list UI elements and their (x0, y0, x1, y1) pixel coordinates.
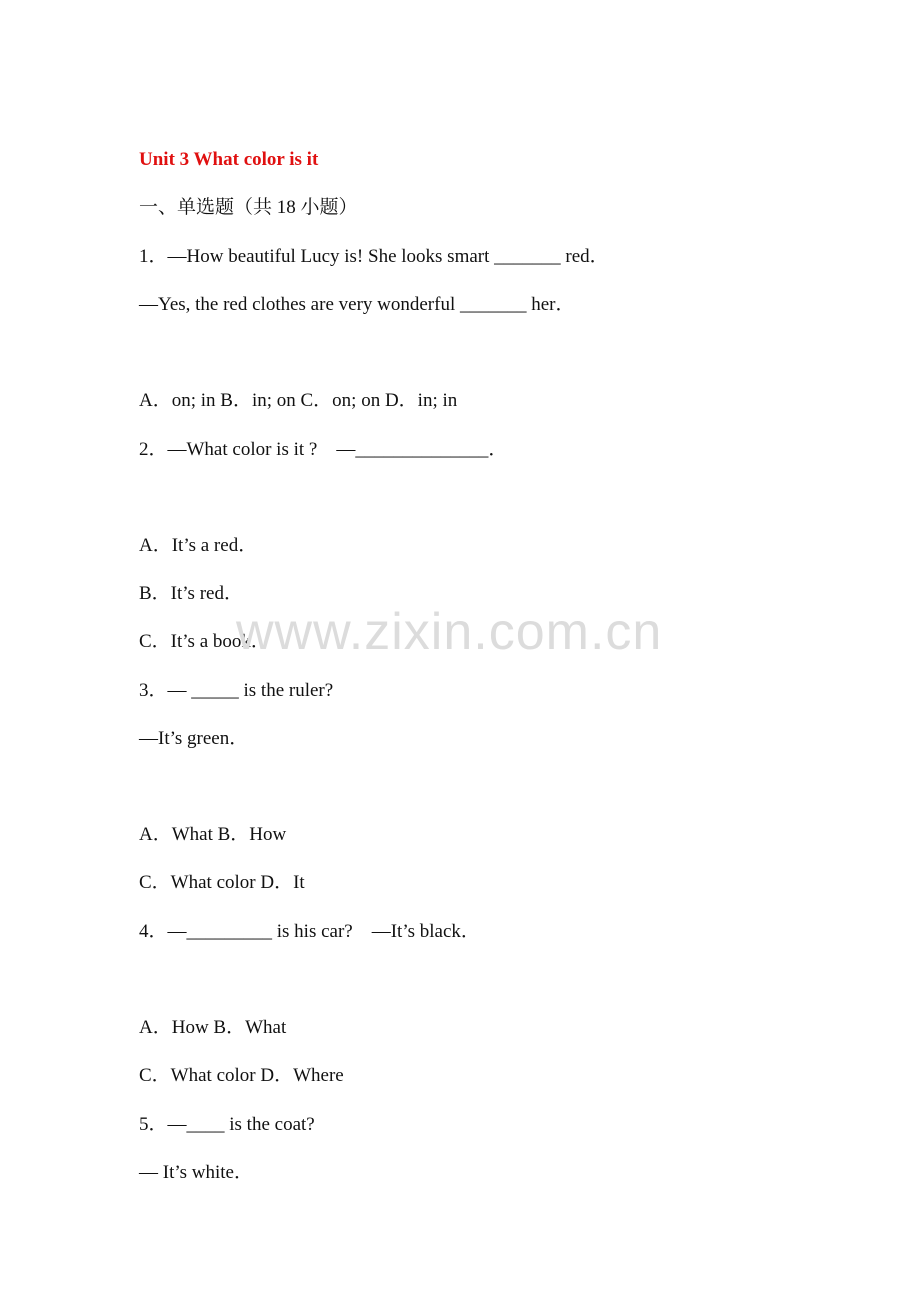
question-3-stem-line-1: 3．— _____ is the ruler? (139, 680, 334, 701)
question-4-options-row-2: C．What color D．Where (139, 1065, 344, 1086)
section-heading: 一、单选题（共 18 小题） (139, 197, 358, 218)
question-3-options-row-2: C．What color D．It (139, 872, 305, 893)
question-3-options-row-1: A．What B．How (139, 824, 287, 845)
question-5-stem-line-2: — It’s white． (139, 1162, 253, 1183)
question-2-option-a: A．It’s a red． (139, 535, 258, 556)
question-2-option-b: B．It’s red． (139, 583, 243, 604)
question-2-option-c: C．It’s a book． (139, 631, 270, 652)
question-2-stem: 2．—What color is it ? —______________． (139, 439, 508, 460)
question-1-stem-line-1: 1．—How beautiful Lucy is! She looks smart _______ red． (139, 246, 609, 267)
question-4-options-row-1: A．How B．What (139, 1017, 287, 1038)
question-1-stem-line-2: —Yes, the red clothes are very wonderful _______ her． (139, 294, 575, 315)
question-3-stem-line-2: —It’s green． (139, 728, 249, 749)
watermark: www.zixin.com.cn (236, 603, 663, 661)
question-5-stem-line-1: 5．—____ is the coat? (139, 1114, 315, 1135)
page-title: Unit 3 What color is it (139, 149, 319, 170)
question-1-options: A．on; in B．in; on C．on; on D．in; in (139, 390, 458, 411)
question-4-stem: 4．—_________ is his car? —It’s black． (139, 921, 480, 942)
